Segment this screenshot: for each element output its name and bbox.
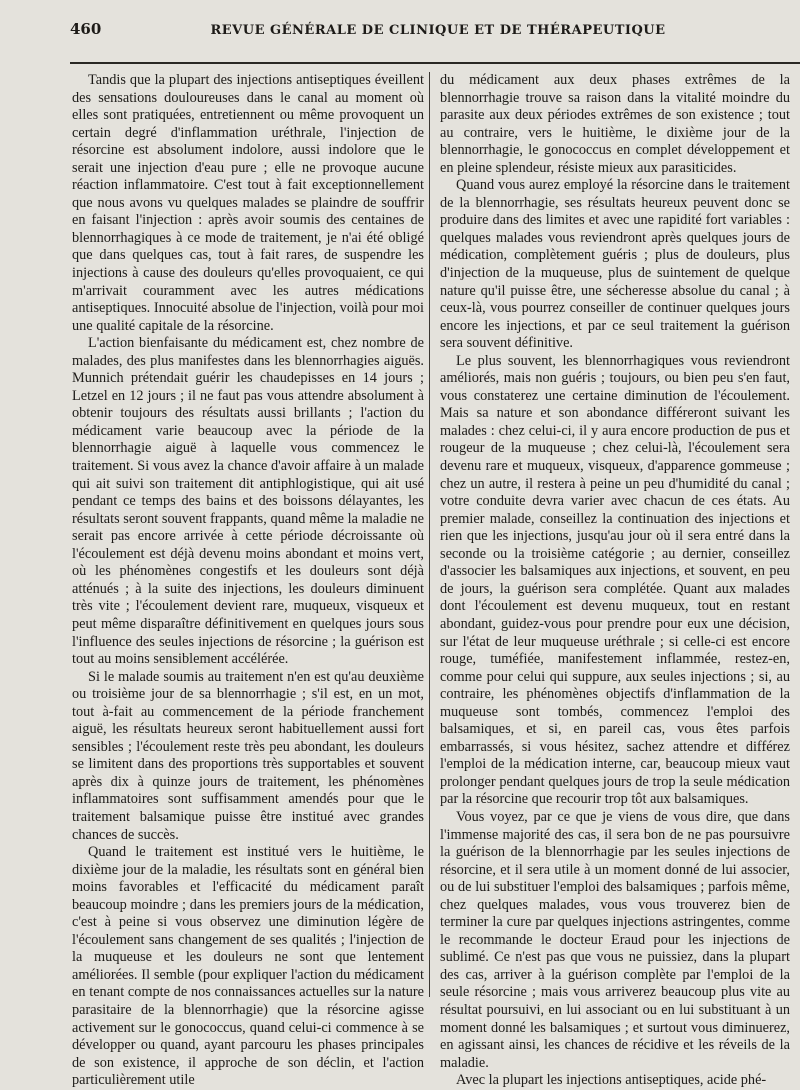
page-header <box>70 20 786 50</box>
paragraph: Avec la plupart les injections antiseptiques, acide phé- <box>456 1072 767 1089</box>
running-title: REVUE GÉNÉRALE DE CLINIQUE ET DE THÉRAPEUTIQUE <box>210 23 666 38</box>
paragraph: Tandis que la plupart des injections antiseptiques éveillent des sensations douloureuses dans le canal au moment où elles sont pratiquées, entretiennent ou même provoquent un certain degré d'inflammation uréthrale, l'injection de résorcine est absolument indolore, aussi indolore que le serait une injection d'eau pure ; elle ne provoque aucune réaction inflammatoire. C'est tout à fait exceptionnellement que nous avons vu quelques malades se plaindre de souffrir en faisant l'injection : après avoir soumis des centaines de blennorrhagiques à ce mode de traitement, je n'ai été obligé que dans quelques cas, tout à fait rares, de suspendre les injections à cause des douleurs qu'elles provoquaient, ce qui m'arrivait couramment avec les autres médications antiseptiques. Innocuité absolue de l'injection, voilà pour moi une qualité capitale de la résorcine. <box>72 72 424 334</box>
page-number: 460 <box>70 20 102 38</box>
paragraph: Quand vous aurez employé la résorcine dans le traitement de la blennorrhagie, ses résultats heureux peuvent donc se produire dans des limites et avec une rapidité fort variables : quelques malades vous reviendront après quelques jours de médication, complètement guéris ; plus de douleurs, plus d'injection de la muqueuse, plus de suintement de quelque nature qu'il puisse être, une sécheresse absolue du canal ; à ceux-là, vous pourrez conseiller de continuer quelques jours encore les injections, et par ce seul traitement la guérison sera souvent définitive. <box>440 177 790 352</box>
paragraph: Vous voyez, par ce que je viens de vous dire, que dans l'immense majorité des cas, il sera bon de ne pas poursuivre la guérison de la blennorrhagie par les seules injections de résorcine, et il sera utile à un moment donné de lui associer, ou de lui substituer l'emploi des balsamiques ; parfois même, chez quelques malades, vous vous trouverez bien de terminer la cure par quelques injections astringentes, comme le recommande le docteur Eraud pour les injections de sublimé. Ce n'est pas que vous ne puissiez, dans la plupart des cas, arriver à la guérison complète par l'emploi de la seule résorcine ; mais vous arriverez beaucoup plus vite au résultat poursuivi, en lui associant ou en lui substituant à un moment donné les balsamiques ; et surtout vous diminuerez, en agissant ainsi, les chances de récidive et les réveils de la maladie. <box>440 808 790 1071</box>
paragraph: Si le malade soumis au traitement n'en est qu'au deuxième ou troisième jour de sa blennorrhagie ; s'il est, en un mot, tout à-fait au commencement de la période franchement aiguë, les résultats heureux seront habituellement aussi fort sensibles ; l'écoulement reste très peu abondant, les douleurs se limitent dans des proportions très supportables et souvent après dix à quinze jours de traitement, les phénomènes inflammatoires sont suffisamment amendés pour que le traitement balsamique puisse être institué avec grandes chances de succès. <box>72 668 424 843</box>
paragraph: L'action bienfaisante du médicament est, chez nombre de malades, des plus manifestes dans les blennorrhagies aiguës. Munnich prétendait guérir les chaudepisses en 14 jours ; Letzel en 12 jours ; il ne faut pas vous attendre absolument à obtenir toujours des résultats aussi brillants ; l'action du médicament varie beaucoup avec la période de la blennorrhagie aiguë à laquelle vous commencez le traitement. Si vous avez la chance d'avoir affaire à un malade qui ait suivi son traitement dit antiphlogistique, qui ait usé pendant ce temps des bains et des boissons délayantes, les résultats seront souvent frappants, quand même la maladie ne serait pas encore arrivée à cette période décroissante où l'écoulement est déjà devenu moins abondant et moins vert, où les phénomènes congestifs et les douleurs sont déjà atténués ; à la suite des injections, les douleurs diminuent très vite ; l'écoulement devient rare, muqueux, visqueux et peut même disparaître définitivement en quelques jours sous l'influence des seules injections de résorcine ; la guérison est tout au moins sensiblement accélérée. <box>72 335 424 668</box>
paragraph: Quand le traitement est institué vers le huitième, le dixième jour de la maladie, les résultats sont en général bien moins favorables et l'efficacité du médicament paraît beaucoup moindre ; dans les premiers jours de la médication, c'est à peine si vous observez une diminution légère de l'écoulement sans changement de ses qualités ; l'injection de la muqueuse et les douleurs ne sont que lentement améliorées. Il semble (pour expliquer l'action du médicament en tenant compte de nos connaissances actuelles sur la nature parasitaire de la blennorrhagie) que la résorcine agisse activement sur le gonococcus, quand celui-ci commence à se développer ou quand, ayant parcouru les phases principales de son existence, il approche de son déclin, et l'action particulièrement utile <box>72 844 424 1089</box>
paragraph: du médicament aux deux phases extrêmes de la blennorrhagie trouve sa raison dans la vitalité moindre du parasite aux deux périodes extrêmes de son existence ; tout au contraire, vers le huitième, le dixième jour de la blennorrhagie, le gonococcus en complet développement et en pleine splendeur, résiste mieux aux parasiticides. <box>440 72 790 176</box>
column-divider <box>429 72 430 997</box>
right-column <box>440 72 790 1089</box>
left-column <box>72 72 424 1089</box>
header-rule <box>70 62 800 64</box>
paragraph: Le plus souvent, les blennorrhagiques vous reviendront améliorés, mais non guéris ; toujours, ou bien peu s'en faut, vous constaterez une certaine diminution de l'écoulement. Mais sa nature et son abondance différeront suivant les malades : chez celui-ci, il y aura encore production de pus et rougeur de la muqueuse ; chez celui-là, l'écoulement sera devenu rare et muqueux, visqueux, d'apparence gommeuse ; chez un autre, il restera à peine un peu d'humidité du canal ; votre conduite devra varier avec chacun de ces états. Au premier malade, conseillez la continuation des injections et rien que les injections, jusqu'au jour où il sera entré dans la seconde ou la troisième catégorie ; au dernier, conseillez d'associer les balsamiques aux injections, et souvent, en peu de jours, la guérison sera complétée. Quant aux malades dont l'écoulement est devenu muqueux, tout en restant abondant, guidez-vous pour prendre pour eux une décision, sur l'état de leur muqueuse uréthrale ; si celle-ci est encore rouge, tuméfiée, manifestement inflammée, restez-en, comme pour celui qui suppure, aux seules injections ; si, au contraire, les phénomènes objectifs d'inflammation de la muqueuse sont tombés, commencez l'emploi des balsamiques, et si, en pareil cas, vous êtes parfois embarrassés, si vous hésitez, sachez attendre et différez l'emploi de la médication interne, car, beaucoup mieux vaut prolonger pendant quelques jours de trop la seule médication par la résorcine que recourir trop tôt aux balsamiques. <box>440 352 790 808</box>
